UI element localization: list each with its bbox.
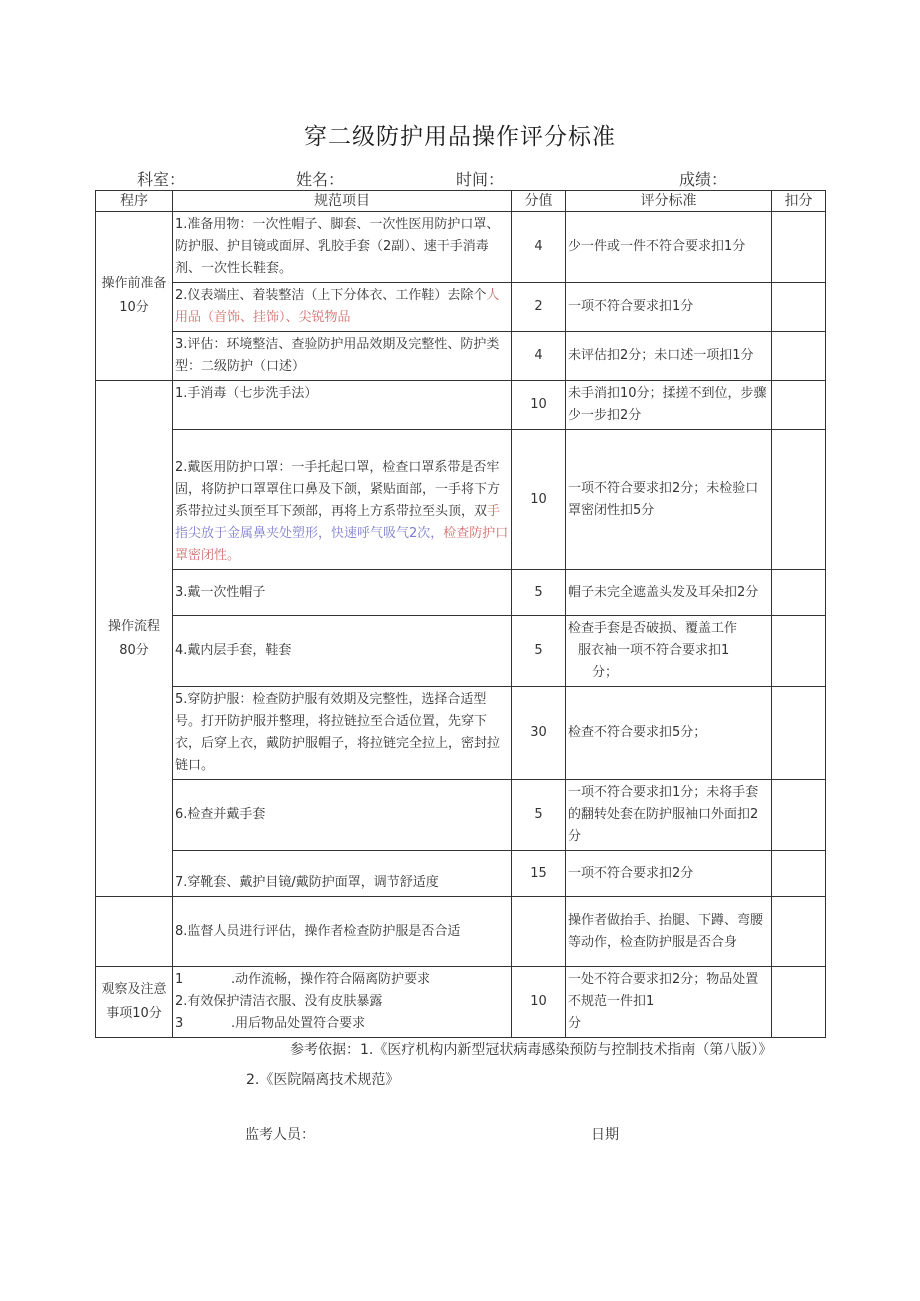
points-cell: 10	[512, 381, 566, 430]
deduction-cell[interactable]	[772, 283, 826, 332]
points-cell: 4	[512, 332, 566, 381]
list-item	[175, 1013, 509, 1035]
col-header-deduction: 扣分	[772, 191, 826, 212]
table-row	[96, 212, 826, 283]
item-cell	[173, 967, 512, 1038]
points-cell: 2	[512, 283, 566, 332]
criteria-cell: 未手消扣10分；揉搓不到位，步骤少一步扣2分	[566, 381, 772, 430]
reference-label: 参考依据：	[290, 1042, 360, 1058]
deduction-cell[interactable]	[772, 332, 826, 381]
deduction-cell[interactable]	[772, 212, 826, 283]
section-obs: 观察及注意 事项10分	[96, 967, 173, 1038]
points-cell: 4	[512, 212, 566, 283]
criteria-line: 分	[568, 1016, 582, 1031]
scoring-table	[95, 190, 826, 1038]
criteria-line: 检查手套是否破损、覆盖工作	[568, 621, 738, 636]
time-label: 时间：	[456, 170, 505, 189]
deduction-cell[interactable]	[772, 381, 826, 430]
reference-2: 2.《医院隔离技术规范》	[246, 1072, 400, 1088]
points-cell: 10	[512, 967, 566, 1038]
table-row	[96, 283, 826, 332]
item-highlight-blue: 指尖放于金属鼻夹处塑形，快速呼气吸气2次，	[175, 526, 444, 541]
item-cell: 4.戴内层手套，鞋套	[173, 616, 512, 687]
criteria-cell: 一项不符合要求扣1分；未将手套的翻转处套在防护服袖口外面扣2分	[566, 780, 772, 851]
item-cell	[173, 430, 512, 570]
table-row	[96, 570, 826, 616]
item-cell: 8.监督人员进行评估，操作者检查防护服是否合适	[173, 897, 512, 967]
item-text: 2.仪表端庄、着装整洁（上下分体衣、工作鞋）去除个	[175, 288, 487, 303]
deduction-cell[interactable]	[772, 570, 826, 616]
points-cell: 15	[512, 851, 566, 897]
col-header-criteria: 评分标准	[566, 191, 772, 212]
col-header-procedure: 程序	[96, 191, 173, 212]
item-highlight-red: 人用品（首饰、挂饰）、尖锐物品	[175, 288, 500, 325]
table-row	[96, 381, 826, 430]
item-cell: 1.准备用物：一次性帽子、脚套、一次性医用防护口罩、防护服、护目镜或面屏、乳胶手套（2副）、速干手消毒剂、一次性长鞋套。	[173, 212, 512, 283]
criteria-cell: 少一件或一件不符合要求扣1分	[566, 212, 772, 283]
criteria-cell: 帽子未完全遮盖头发及耳朵扣2分	[566, 570, 772, 616]
reference-1: 1.《医疗机构内新型冠状病毒感染预防与控制技术指南（第八版）》	[360, 1042, 773, 1058]
points-cell: 10	[512, 430, 566, 570]
table-row	[96, 430, 826, 570]
section-flow: 操作流程 80分	[96, 381, 173, 897]
list-item	[175, 991, 509, 1013]
col-header-item: 规范项目	[173, 191, 512, 212]
deduction-cell[interactable]	[772, 967, 826, 1038]
table-row	[96, 687, 826, 780]
list-number: 3	[175, 1016, 184, 1031]
page-title: 穿二级防护用品操作评分标准	[304, 124, 616, 150]
criteria-cell: 一项不符合要求扣2分	[566, 851, 772, 897]
criteria-cell	[566, 616, 772, 687]
points-cell: 5	[512, 616, 566, 687]
table-header-row	[96, 191, 826, 212]
list-text: .动作流畅，操作符合隔离防护要求	[231, 972, 431, 987]
table-row	[96, 332, 826, 381]
points-cell: 30	[512, 687, 566, 780]
item-cell: 6.检查并戴手套	[173, 780, 512, 851]
deduction-cell[interactable]	[772, 430, 826, 570]
table-row	[96, 897, 826, 967]
examiner-label: 监考人员：	[245, 1127, 315, 1143]
item-cell: 5.穿防护服：检查防护服有效期及完整性，选择合适型号。打开防护服并整理，将拉链拉至合适位置，先穿下衣，后穿上衣，戴防护服帽子，将拉链完全拉上，密封拉链口。	[173, 687, 512, 780]
points-cell	[512, 897, 566, 967]
deduction-cell[interactable]	[772, 780, 826, 851]
item-highlight-red: 检查防护口罩密闭性。	[175, 526, 509, 563]
date-label: 日期	[591, 1127, 619, 1143]
reference-line-1	[290, 1039, 772, 1059]
criteria-cell: 操作者做抬手、抬腿、下蹲、弯腰等动作，检查防护服是否合身	[566, 897, 772, 967]
table-row	[96, 780, 826, 851]
criteria-cell: 一项不符合要求扣2分；未检验口罩密闭性扣5分	[566, 430, 772, 570]
section-blank	[96, 897, 173, 967]
criteria-cell	[566, 967, 772, 1038]
criteria-cell: 检查不符合要求扣5分；	[566, 687, 772, 780]
criteria-cell: 一项不符合要求扣1分	[566, 283, 772, 332]
name-label: 姓名：	[296, 170, 345, 189]
item-cell: 7.穿靴套、戴护目镜/戴防护面罩，调节舒适度	[173, 851, 512, 897]
item-cell: 3.评估：环境整洁、查验防护用品效期及完整性、防护类型：二级防护（口述）	[173, 332, 512, 381]
criteria-line: 服衣袖一项不符合要求扣1	[578, 643, 730, 658]
col-header-points: 分值	[512, 191, 566, 212]
deduction-cell[interactable]	[772, 851, 826, 897]
list-text: 2.有效保护清洁衣服、没有皮肤暴露	[175, 994, 383, 1009]
section-prep: 操作前准备 10分	[96, 212, 173, 381]
criteria-line: 一处不符合要求扣2分；物品处置不规范一件扣1	[568, 972, 759, 1009]
item-cell	[173, 283, 512, 332]
score-label: 成绩：	[679, 170, 728, 189]
deduction-cell[interactable]	[772, 897, 826, 967]
list-number: 1	[175, 972, 184, 987]
points-cell: 5	[512, 570, 566, 616]
points-cell: 5	[512, 780, 566, 851]
item-highlight-red: 手	[487, 504, 501, 519]
table-row	[96, 967, 826, 1038]
criteria-line: 分；	[592, 665, 619, 680]
table-row	[96, 851, 826, 897]
deduction-cell[interactable]	[772, 687, 826, 780]
list-text: .用后物品处置符合要求	[231, 1016, 366, 1031]
dept-label: 科室：	[137, 170, 186, 189]
item-text: 2.戴医用防护口罩：一手托起口罩，检查口罩系带是否牢固，将防护口罩罩住口鼻及下颌，紧贴面部，一手将下方系带拉过头顶至耳下颈部，再将上方系带拉至头顶，双	[175, 460, 501, 519]
item-cell: 3.戴一次性帽子	[173, 570, 512, 616]
criteria-cell: 未评估扣2分；未口述一项扣1分	[566, 332, 772, 381]
list-item	[175, 969, 509, 991]
table-row	[96, 616, 826, 687]
deduction-cell[interactable]	[772, 616, 826, 687]
item-cell: 1.手消毒（七步洗手法）	[173, 381, 512, 430]
